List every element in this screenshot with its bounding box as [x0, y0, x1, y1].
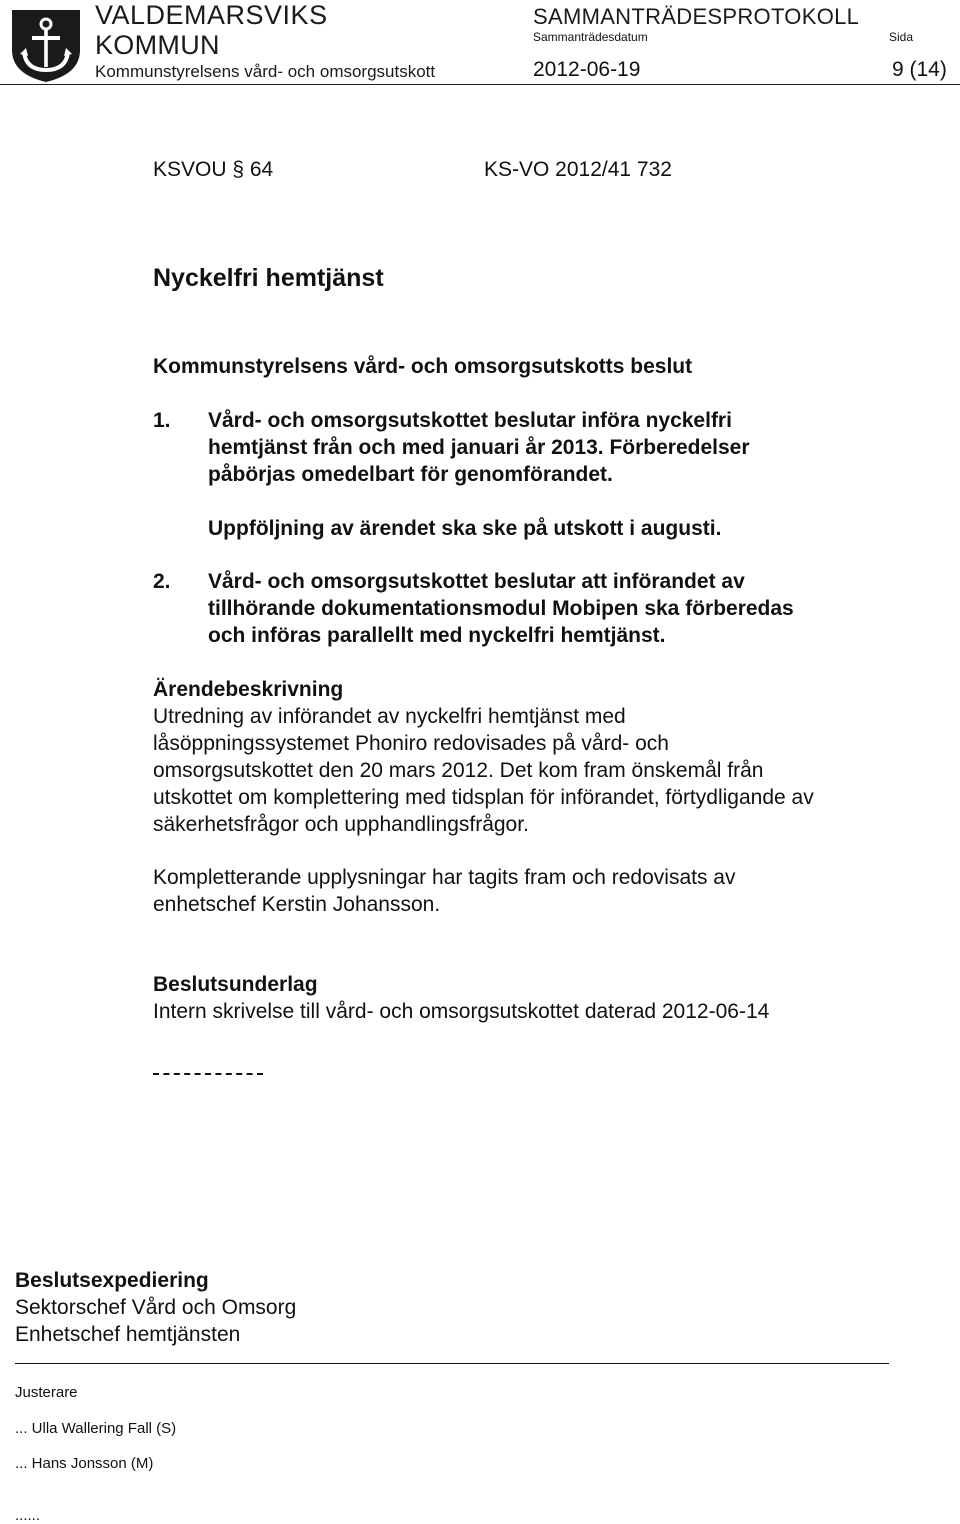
justerare-label: Justerare: [15, 1384, 78, 1401]
page-label: Sida: [889, 30, 914, 44]
decision-item-line: påbörjas omedelbart för genomförandet.: [208, 463, 613, 486]
description-line: Kompletterande upplysningar har tagits fram och redovisats av: [153, 866, 736, 889]
decision-item-line: tillhörande dokumentationsmodul Mobipen ska förberedas: [208, 597, 794, 620]
description-line: omsorgsutskottet den 20 mars 2012. Det kom fram önskemål från: [153, 759, 764, 782]
header-divider: [0, 84, 960, 85]
decision-item-line: och införas parallellt med nyckelfri hemtjänst.: [208, 624, 666, 647]
description-line: säkerhetsfrågor och upphandlingsfrågor.: [153, 813, 529, 836]
expedition-recipient: Sektorschef Vård och Omsorg: [15, 1296, 297, 1319]
paragraph-reference: KSVOU § 64: [153, 158, 274, 181]
footer-divider: [15, 1363, 889, 1364]
expedition-heading: Beslutsexpediering: [15, 1269, 209, 1292]
expedition-recipient: Enhetschef hemtjänsten: [15, 1323, 241, 1346]
committee-name: Kommunstyrelsens vård- och omsorgsutskott: [95, 62, 436, 81]
decision-item-number: 2.: [153, 570, 171, 593]
signature-line: ... Hans Jonsson (M): [15, 1455, 154, 1472]
signature-blank: ......: [15, 1507, 41, 1524]
description-line: enhetschef Kerstin Johansson.: [153, 893, 441, 916]
description-heading: Ärendebeskrivning: [153, 678, 344, 701]
signature-line: ... Ulla Wallering Fall (S): [15, 1420, 177, 1437]
anchor-crest-icon: [6, 4, 86, 84]
organization-name: VALDEMARSVIKS: [95, 0, 328, 30]
page-title: Nyckelfri hemtjänst: [153, 264, 384, 292]
decision-item-line: Vård- och omsorgsutskottet beslutar införa nyckelfri: [208, 409, 732, 432]
decision-item-line: hemtjänst från och med januari år 2013. Förberedelser: [208, 436, 750, 459]
decision-item-note: Uppföljning av ärendet ska ske på utskott i augusti.: [208, 517, 722, 540]
description-line: Utredning av införandet av nyckelfri hemtjänst med: [153, 705, 626, 728]
basis-text: Intern skrivelse till vård- och omsorgsutskottet daterad 2012-06-14: [153, 1000, 770, 1023]
decision-heading: Kommunstyrelsens vård- och omsorgsutskotts beslut: [153, 355, 693, 378]
decision-item-line: Vård- och omsorgsutskottet beslutar att införandet av: [208, 570, 745, 593]
description-line: låsöppningssystemet Phoniro redovisades på vård- och: [153, 732, 669, 755]
basis-heading: Beslutsunderlag: [153, 973, 318, 996]
description-line: utskottet om komplettering med tidsplan för införandet, förtydligande av: [153, 786, 814, 809]
decision-item-number: 1.: [153, 409, 171, 432]
case-number: KS-VO 2012/41 732: [484, 158, 672, 181]
date-label: Sammanträdesdatum: [533, 30, 648, 44]
document-type: SAMMANTRÄDESPROTOKOLL: [533, 4, 860, 29]
organization-name-line2: KOMMUN: [95, 30, 220, 60]
page-number: 9 (14): [892, 58, 947, 81]
meeting-date: 2012-06-19: [533, 58, 641, 81]
section-end-dashes: [153, 1073, 263, 1075]
